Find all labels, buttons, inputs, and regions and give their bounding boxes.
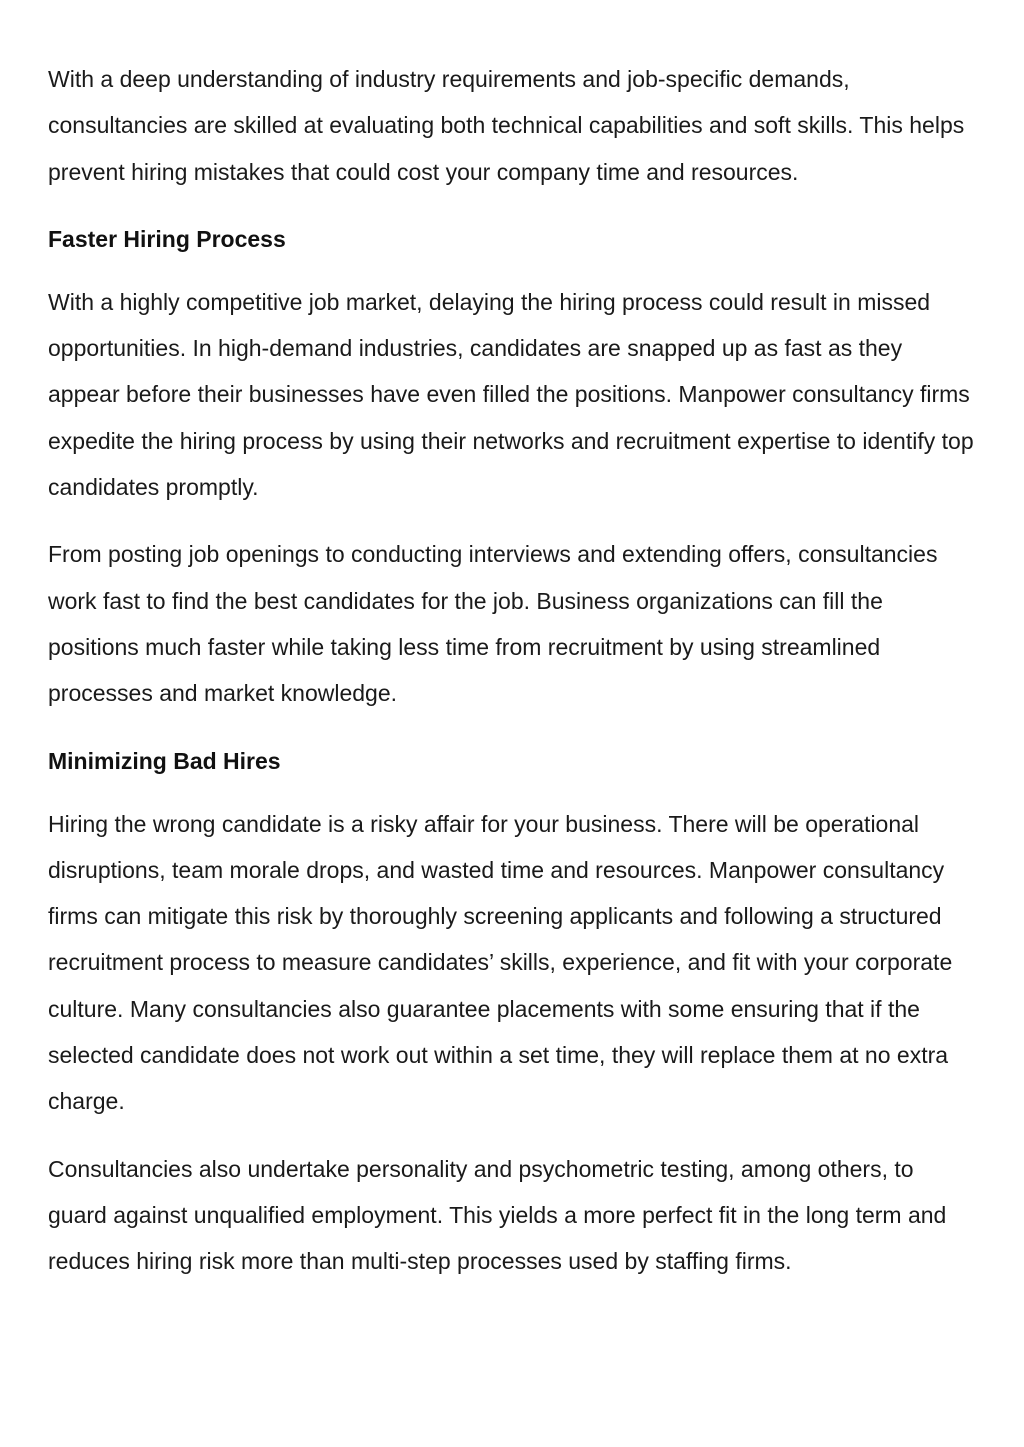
bad-hires-paragraph-2: Consultancies also undertake personality and psychometric testing, among others, to guard against unqualified employment. This yields a more perfect fit in the long term and reduces hiring risk more than multi-step processes used by staffing firms. [48,1155,947,1275]
bad-hires-paragraph-1: Hiring the wrong candidate is a risky affair for your business. There will be operational disruptions, team morale drops, and wasted time and resources. Manpower consultancy firms can mitigate this risk by thoroughly screening applicants and following a structured recruitment process to measure candidates’ skills, experience, and fit with your corporate culture. Many consultancies also guarantee placements with some ensuring that if the selected candidate does not work out within a set time, they will replace them at no extra charge. [48,810,953,1115]
faster-hiring-paragraph-1: With a highly competitive job market, delaying the hiring process could result in missed opportunities. In high-demand industries, candidates are snapped up as fast as they appear before their businesses have even filled the positions. Manpower consultancy firms expedite the hiring process by using their networks and recruitment expertise to identify top candidates promptly. [48,288,974,501]
faster-hiring-paragraph-2: From posting job openings to conducting interviews and extending offers, consultancies work fast to find the best candidates for the job. Business organizations can fill the positions much faster while taking less time from recruitment by using streamlined processes and market knowledge. [48,541,938,707]
intro-paragraph: With a deep understanding of industry requirements and job-specific demands, consultancies are skilled at evaluating both technical capabilities and soft skills. This helps prevent hiring mistakes that could cost your company time and resources. [48,66,965,185]
section-heading-faster-hiring: Faster Hiring Process [48,225,286,252]
section-heading-minimizing-bad-hires: Minimizing Bad Hires [48,747,281,774]
